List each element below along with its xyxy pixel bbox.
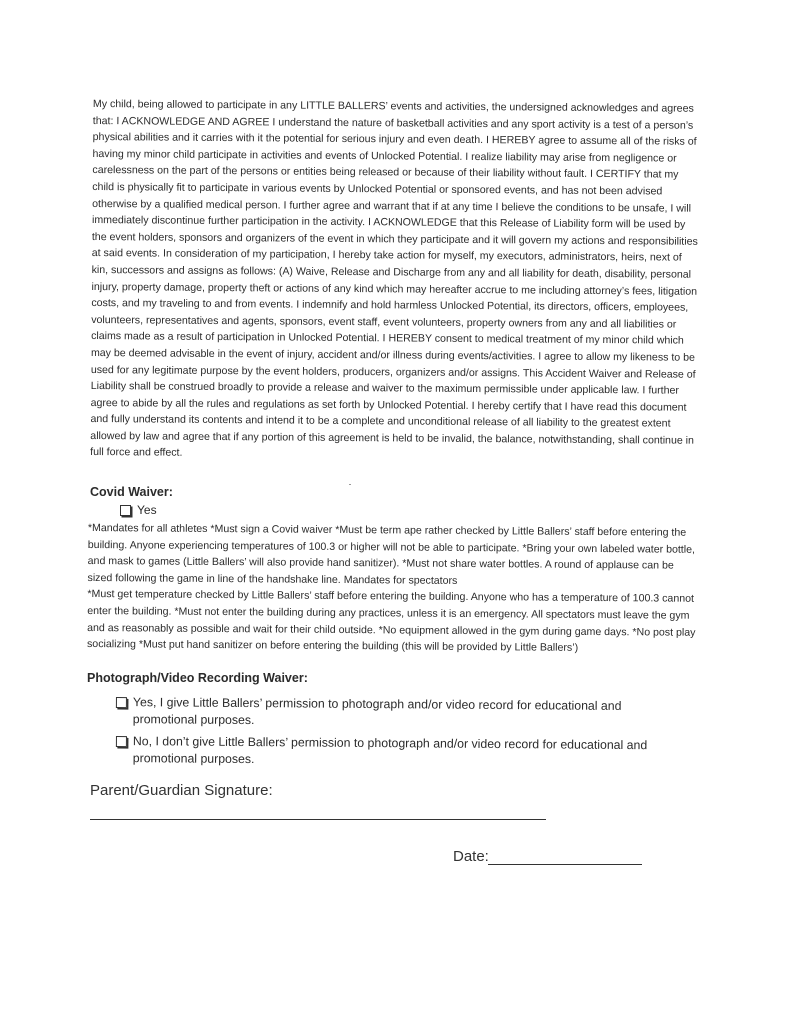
checkbox-icon[interactable] — [116, 697, 127, 708]
photo-yes-label: Yes, I give Little Ballers’ permission to photograph and/or video record for educational and promotional purposes. — [132, 695, 622, 728]
covid-spectator-mandates: *Must get temperature checked by Little Ballers’ staff before entering the building. Anyone who has a temperature of 100.3 cannot enter the building. *Must not enter the building during any practices, unless it is an emergency. All spectators must leave the gym and as reasonably as possible and wait for their child outside. *No equipment allowed in the gym during game days. *No post play socializing *Must put hand sanitizer on before entering the building (this will be provided by Little Ballers’) — [86, 588, 696, 655]
checkbox-icon[interactable] — [116, 736, 127, 747]
scan-speck — [349, 484, 351, 485]
covid-athlete-mandates: *Mandates for all athletes *Must sign a Covid waiver *Must be term ape rather checked by Little Ballers’ staff before entering the building. Anyone experiencing temperatures of 100.3 or higher will not be able to participate. *Bring your own labeled water bottle, and mask to games (Little Ballers’ will also provide hand sanitizer). *Must not share water bottles. A round of applause can be sized following the game in line of the handshake line. Mandates for spectators — [87, 521, 696, 587]
checkbox-icon[interactable] — [120, 505, 131, 516]
covid-yes-label: Yes — [137, 503, 157, 517]
release-of-liability-text: My child, being allowed to participate in any LITTLE BALLERS’ events and activities, the undersigned acknowledges and agrees that: I ACKNOWLEDGE AND AGREE I understand the nature of basketball activities and any sport activity is a test of a person’s physical abilities and it carries with it the potential for serious injury and even death. I HEREBY agree to assume all of the risks of having my minor child participate in activities and events of Unlocked Potential. I realize liability may arise from negligence or carelessness on the part of the persons or entities being released or because of their liability without fault. I CERTIFY that my child is physically fit to participate in various events by Unlocked Potential or sponsored events, and has not been advised otherwise by a qualified medical person. I further agree and warrant that if at any time I believe the conditions to be unsafe, I will immediately discontinue further participation in the activity. I ACKNOWLEDGE that this Release of Liability form will be used by the event holders, sponsors and organizers of the event in which they participate and it will govern my actions and responsibilities at said events. In consideration of my participation, I hereby take action for myself, my executors, administrators, heirs, next of kin, successors and assigns as follows: (A) Waive, Release and Discharge from any and all liability for death, disability, personal injury, property damage, property theft or actions of any kind which may hereafter accrue to me including attorney’s fees, litigation costs, and my traveling to and from events. I indemnify and hold harmless Unlocked Potential, its directors, officers, employees, volunteers, representatives and agents, sponsors, event staff, event volunteers, property owners from any and all liabilities or claims made as a result of participation in Unlocked Potential. I HEREBY consent to medical treatment of my minor child which may be deemed advisable in the event of injury, accident and/or illness during events/activities. I agree to allow my likeness to be used for any legitimate purpose by the event holders, producers, organizers and/or assigns. This Accident Waiver and Release of Liability shall be construed broadly to provide a release and waiver to the maximum permissible under applicable law. I further agree to abide by all the rules and regulations as set forth by Unlocked Potential. I hereby certify that I have read this document and fully understand its contents and intend it to be a complete and unconditional release of all liability to the greatest extent allowed by law and agree that if any portion of this agreement is held to be invalid, the balance, notwithstanding, shall continue in full force and effect. — [90, 97, 698, 460]
photo-yes-option[interactable] — [116, 694, 676, 732]
date-label: Date: — [453, 848, 489, 865]
date-line[interactable] — [488, 864, 642, 865]
covid-yes-option[interactable] — [120, 503, 157, 517]
covid-waiver-title: Covid Waiver: — [90, 485, 173, 499]
covid-rules — [87, 520, 700, 658]
photo-no-option[interactable] — [116, 733, 676, 771]
signature-line[interactable] — [90, 819, 546, 820]
signature-label: Parent/Guardian Signature: — [90, 782, 273, 799]
photo-no-label: No, I don’t give Little Ballers’ permission to photograph and/or video record for educational and promotional purposes. — [132, 734, 648, 767]
photo-waiver-title: Photograph/Video Recording Waiver: — [87, 671, 308, 685]
